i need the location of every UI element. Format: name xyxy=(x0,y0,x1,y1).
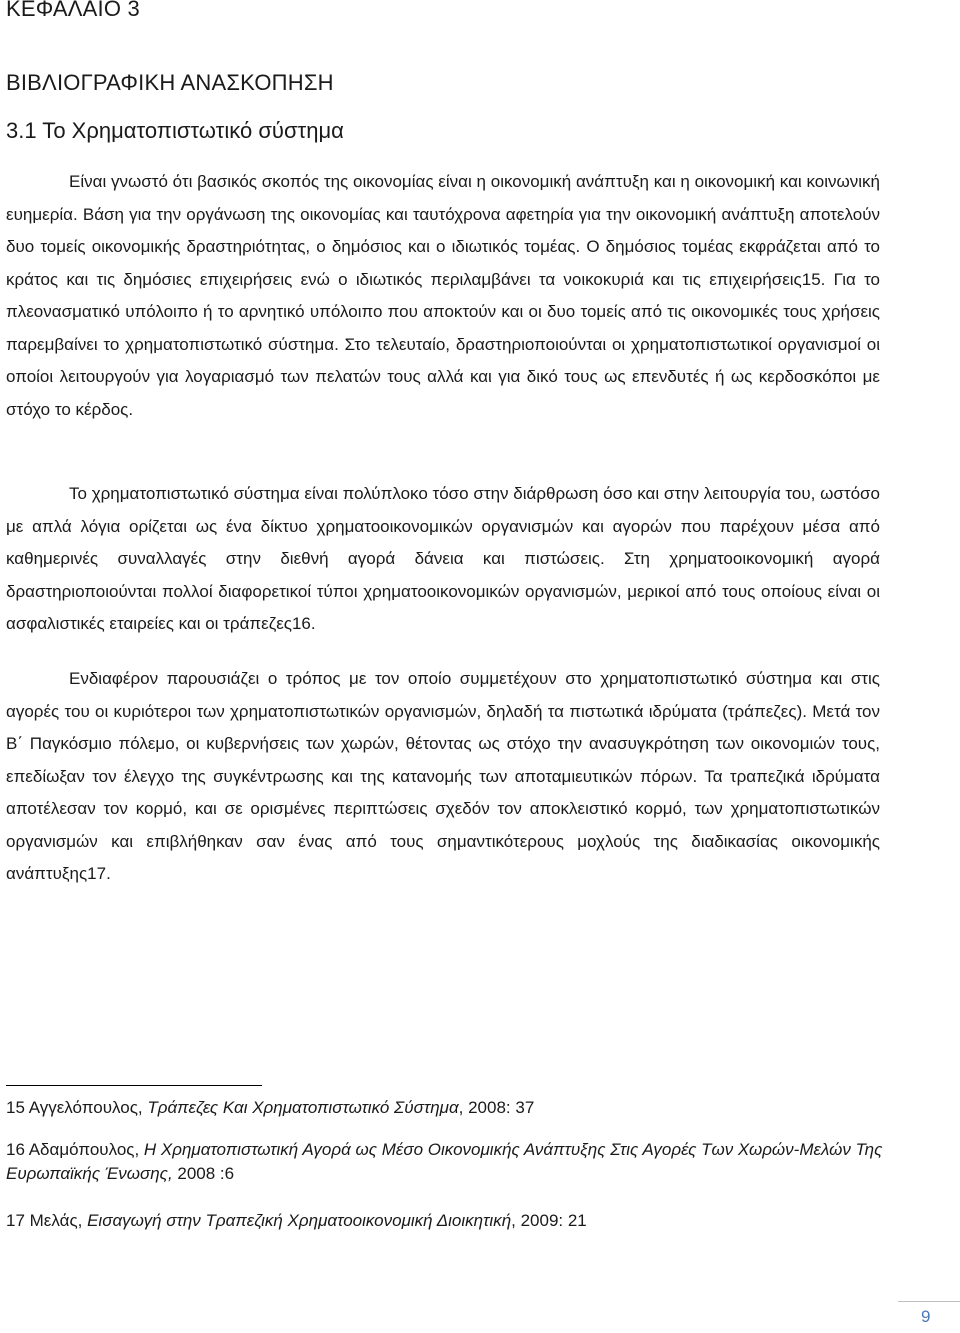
body-paragraph: Ενδιαφέρον παρουσιάζει ο τρόπος με τον οποίο συμμετέχουν στο χρηματοπιστωτικό σύστημα και στις αγορές του οι κυριότεροι των χρηματοπιστωτικών οργανισμών, δηλαδή τα πιστωτικά ιδρύματα (τράπεζες). Μετά τον Β΄ Παγκόσμιο πόλεμο, οι κυβερνήσεις των χωρών, θέτοντας ως στόχο την ανασυγκρότηση των οικονομιών τους, επεδίωξαν τον έλεγχο της συγκέντρωσης και της κατανομής των αποταμιευτικών πόρων. Τα τραπεζικά ιδρύματα αποτέλεσαν τον κορμό, και σε ορισμένες περιπτώσεις σχεδόν τον αποκλειστικό κορμό, των χρηματοπιστωτικών οργανισμών και επιβλήθηκαν σαν ένας από τους σημαντικότερους μοχλούς της διαδικασίας οικονομικής ανάπτυξης17. xyxy=(6,669,880,883)
footnote-year: 2008 :6 xyxy=(172,1164,235,1183)
footnote-title: Εισαγωγή στην Τραπεζική Χρηματοοικονομική Διοικητική xyxy=(87,1211,512,1230)
chapter-label: ΚΕΦΑΛΑΙΟ 3 xyxy=(6,0,140,21)
section-title: 3.1 Το Χρηματοπιστωτικό σύστημα xyxy=(6,118,344,143)
page-number: 9 xyxy=(921,1307,931,1326)
footnote-title: Τράπεζες Και Χρηματοπιστωτικό Σύστημα xyxy=(147,1098,459,1117)
page-number-rule xyxy=(898,1301,960,1302)
footnote-year: , 2008: 37 xyxy=(458,1098,535,1117)
footnote xyxy=(6,1096,886,1120)
body-paragraph: Το χρηματοπιστωτικό σύστημα είναι πολύπλοκο τόσο στην διάρθρωση όσο και στην λειτουργία του, ωστόσο με απλά λόγια ορίζεται ως ένα δίκτυο χρηματοοικονομικών οργανισμών και αγορών που παρέχουν μέσα από καθημερινές συναλλαγές στην διεθνή αγορά δάνεια και πιστώσεις. Στη χρηματοοικονομική αγορά δραστηριοποιούνται πολλοί διαφορετικοί τύποι χρηματοοικονομικών οργανισμών, μερικοί από τους οποίους είναι οι ασφαλιστικές εταιρείες και οι τράπεζες16. xyxy=(6,484,880,633)
footnote xyxy=(6,1209,886,1233)
footnote-author: 16 Αδαμόπουλος, xyxy=(6,1140,144,1159)
footnote-year: , 2009: 21 xyxy=(511,1211,587,1230)
chapter-title: ΒΙΒΛΙΟΓΡΑΦΙΚΗ ΑΝΑΣΚΟΠΗΣΗ xyxy=(6,70,334,95)
footnote-title: Η Χρηματοπιστωτική Αγορά ως Μέσο Οικονομικής Ανάπτυξης Στις Αγορές Των Χωρών-Μελών Της Ευρωπαϊκής Ένωσης, xyxy=(6,1140,883,1183)
footnote-separator xyxy=(6,1085,262,1086)
body-paragraph: Είναι γνωστό ότι βασικός σκοπός της οικονομίας είναι η οικονομική ανάπτυξη και η οικονομική και κοινωνική ευημερία. Βάση για την οργάνωση της οικονομίας και ταυτόχρονα αφετηρία για την οικονομική ανάπτυξη αποτελούν δυο τομείς οικονομικής δραστηριότητας, ο δημόσιος και ο ιδιωτικός τομέας. Ο δημόσιος τομέας εκφράζεται από το κράτος και τις δημόσιες επιχειρήσεις ενώ ο ιδιωτικός περιλαμβάνει τα νοικοκυριά και τις επιχειρήσεις15. Για το πλεονασματικό υπόλοιπο ή το αρνητικό υπόλοιπο που αποκτούν και οι δυο τομείς από τις οικονομικές τους χρήσεις παρεμβαίνει το χρηματοπιστωτικό σύστημα. Στο τελευταίο, δραστηριοποιούνται οι χρηματοπιστωτικοί οργανισμοί οι οποίοι λειτουργούν για λογαριασμό των πελατών τους αλλά και για δικό τους ως επενδυτές ή ως κερδοσκόποι με στόχο το κέρδος. xyxy=(6,172,880,419)
footnote-author: 15 Αγγελόπουλος, xyxy=(6,1098,148,1117)
footnote-author: 17 Μελάς, xyxy=(6,1211,88,1230)
footnote xyxy=(6,1138,886,1186)
